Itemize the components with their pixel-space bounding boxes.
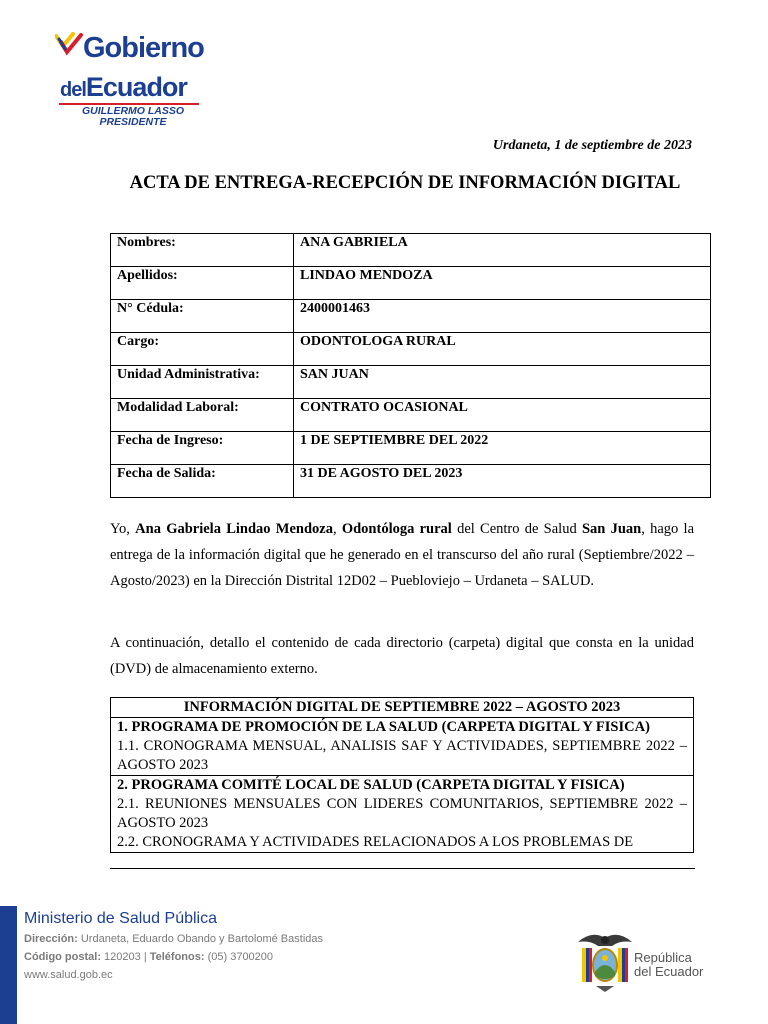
info-row [111,399,711,432]
info-row [111,465,711,498]
info-value: ODONTOLOGA RURAL [294,333,711,366]
personal-info-table [110,233,711,498]
info-row [111,267,711,300]
document-title: ACTA DE ENTREGA-RECEPCIÓN DE INFORMACIÓN DIGITAL [129,173,681,193]
section-title: 1. PROGRAMA DE PROMOCIÓN DE LA SALUD (CARPETA DIGITAL Y FISICA) [117,719,650,735]
section-item: 2.1. REUNIONES MENSUALES CON LIDERES COMUNITARIOS, SEPTIEMBRE 2022 – AGOSTO 2023 [117,796,687,831]
info-value: 2400001463 [294,300,711,333]
info-value: 1 DE SEPTIEMBRE DEL 2022 [294,432,711,465]
digital-table-section-1 [111,718,694,776]
republic-wordmark: República del Ecuador [634,950,704,979]
employee-name: Ana Gabriela Lindao Mendoza [135,521,333,537]
footer-address: Dirección: Urdaneta, Eduardo Obando y Bartolomé Bastidas [24,933,323,945]
logo-president-text: GUILLERMO LASSO PRESIDENTE [81,105,185,129]
footer-website: www.salud.gob.ec [24,969,113,981]
info-label: Apellidos: [111,267,294,300]
document-date: Urdaneta, 1 de septiembre de 2023 [492,138,692,153]
info-label: Nombres: [111,234,294,267]
coat-of-arms-icon [574,928,636,994]
intro-paragraph: Yo, Ana Gabriela Lindao Mendoza, Odontóloga rural del Centro de Salud San Juan, hago la entrega de la información digital que he generado en el transcurso del año rural (Septiembre/2022 – Agosto/2023) en la Dirección Distrital 12D02 – Puebloviejo – Urdaneta – SALUD. [110,521,695,589]
footer-accent-bar [0,906,17,1024]
digital-table-header: INFORMACIÓN DIGITAL DE SEPTIEMBRE 2022 – AGOSTO 2023 [111,698,694,718]
info-value: ANA GABRIELA [294,234,711,267]
footer-contact: Código postal: 120203 | Teléfonos: (05) 3700200 [24,951,274,963]
info-row [111,432,711,465]
info-label: Fecha de Ingreso: [111,432,294,465]
info-label: Unidad Administrativa: [111,366,294,399]
info-row [111,234,711,267]
digital-table-section-2 [111,776,694,853]
section-title: 2. PROGRAMA COMITÉ LOCAL DE SALUD (CARPETA DIGITAL Y FISICA) [117,777,625,793]
info-value: 31 DE AGOSTO DEL 2023 [294,465,711,498]
table-bottom-border [110,868,695,869]
gobierno-logo [55,30,205,129]
ministry-name: Ministerio de Salud Pública [24,910,217,924]
info-label: Cargo: [111,333,294,366]
page-cut [110,868,710,888]
info-label: Modalidad Laboral: [111,399,294,432]
health-center-name: San Juan [581,521,642,537]
info-row [111,333,711,366]
info-row [111,300,711,333]
info-label: Fecha de Salida: [111,465,294,498]
info-row [111,366,711,399]
logo-del-ecuador-text: delEcuador [60,72,187,102]
logo-checkmark-icon [55,32,85,56]
info-value: LINDAO MENDOZA [294,267,711,300]
content-paragraph: A continuación, detallo el contenido de cada directorio (carpeta) digital que consta en la unidad (DVD) de almacenamiento externo. [110,635,694,677]
employee-role: Odontóloga rural [341,521,452,537]
info-value: CONTRATO OCASIONAL [294,399,711,432]
info-value: SAN JUAN [294,366,711,399]
section-item: 2.2. CRONOGRAMA Y ACTIVIDADES RELACIONADOS A LOS PROBLEMAS DE [117,834,634,850]
digital-info-table [110,697,694,853]
section-item: 1.1. CRONOGRAMA MENSUAL, ANALISIS SAF Y ACTIVIDADES, SEPTIEMBRE 2022 – AGOSTO 2023 [117,738,687,773]
info-label: N° Cédula: [111,300,294,333]
logo-gobierno-text: Gobierno [83,32,204,64]
